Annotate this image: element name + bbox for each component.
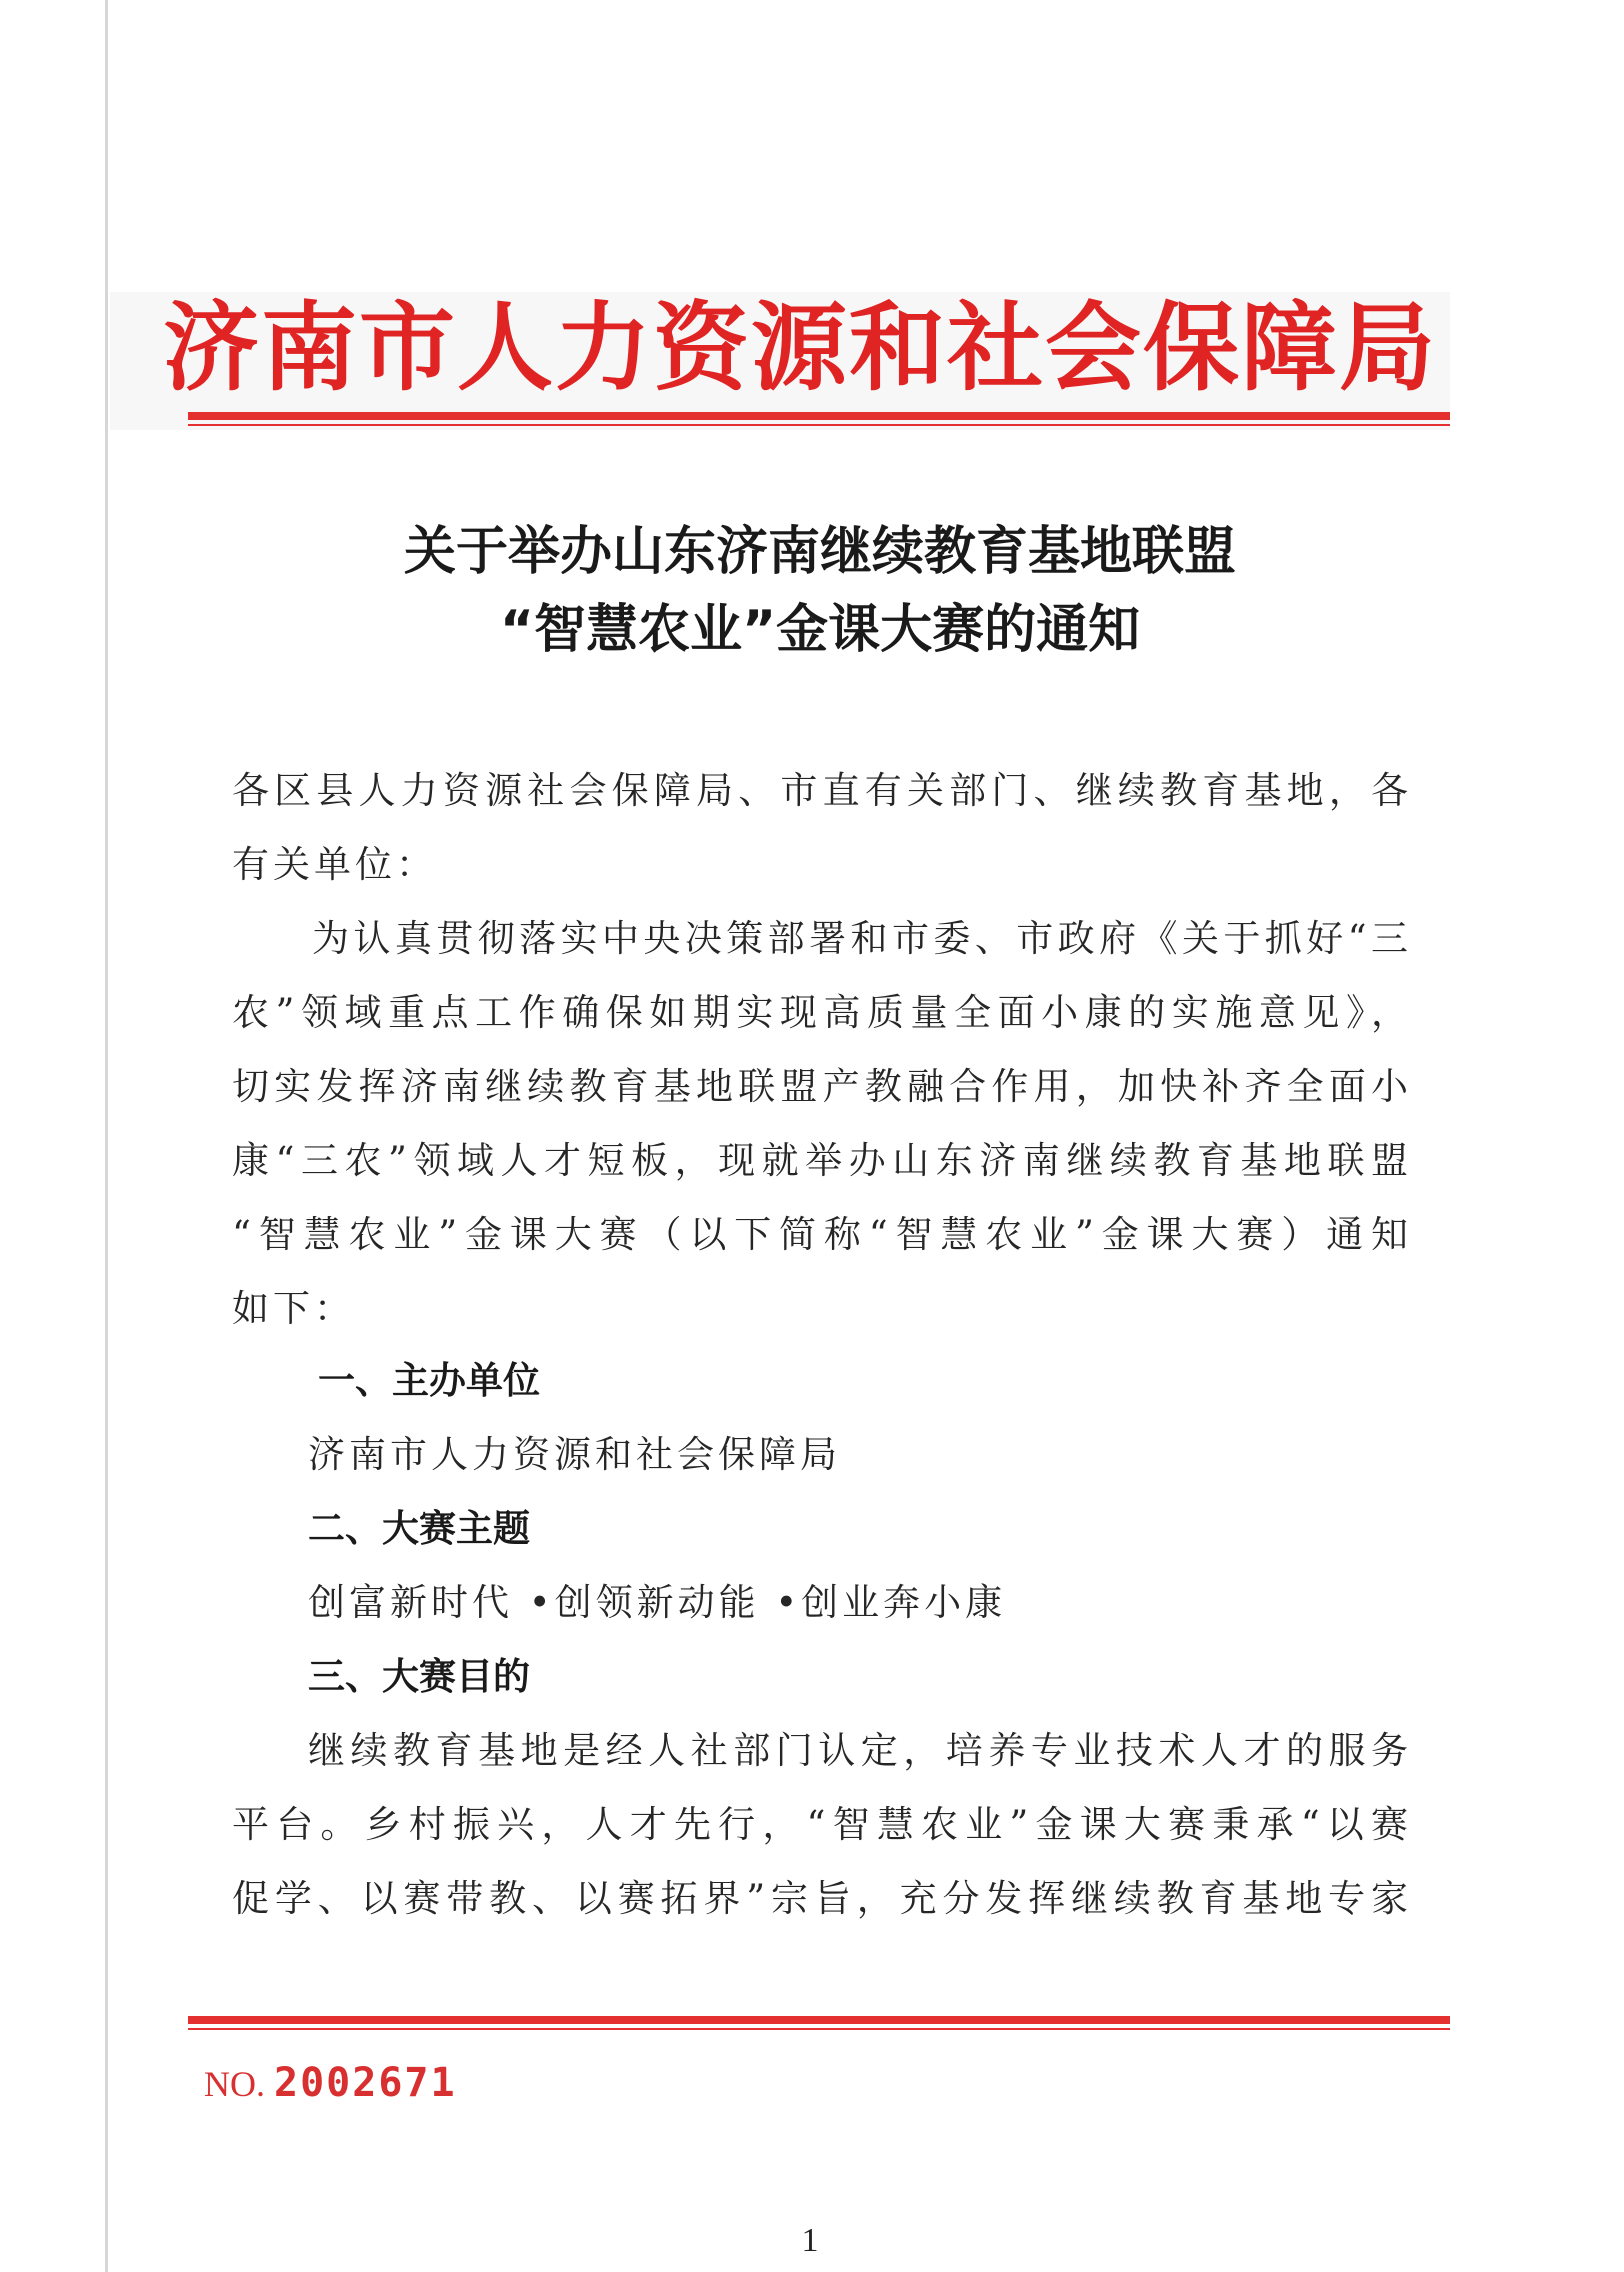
- section-3-heading: 三、大赛目的: [308, 1655, 530, 1698]
- intro-line: 为认真贯彻落实中央决策部署和市委、市政府《关于抓好“三: [312, 917, 1408, 960]
- intro-line: 切实发挥济南继续教育基地联盟产教融合作用，加快补齐全面小: [232, 1065, 1408, 1108]
- page-edge-shadow: [105, 0, 108, 2272]
- addressee-line-2: 有关单位：: [232, 843, 437, 886]
- section-1-heading: 一、主办单位: [318, 1359, 540, 1402]
- document-title-line-1: 关于举办山东济南继续教育基地联盟: [403, 522, 1236, 582]
- section-3-line: 平台。乡村振兴，人才先行，“智慧农业”金课大赛秉承“以赛: [232, 1803, 1408, 1846]
- agency-letterhead: 济南市人力资源和社会保障局: [163, 291, 1437, 404]
- intro-line: 康“三农”领域人才短板，现就举办山东济南继续教育基地联盟: [232, 1139, 1408, 1182]
- addressee-line-1: 各区县人力资源社会保障局、市直有关部门、继续教育基地，各: [232, 769, 1408, 812]
- footer-divider: [188, 2016, 1450, 2024]
- serial-prefix: NO.: [204, 2064, 265, 2104]
- page-number: 1: [801, 2222, 819, 2259]
- intro-line: 农”领域重点工作确保如期实现高质量全面小康的实施意见》，: [232, 991, 1408, 1034]
- section-3-line: 继续教育基地是经人社部门认定，培养专业技术人才的服务: [308, 1729, 1408, 1772]
- section-2-heading: 二、大赛主题: [308, 1507, 530, 1550]
- intro-line: 如下：: [232, 1287, 355, 1330]
- section-1-text: 济南市人力资源和社会保障局: [308, 1433, 841, 1476]
- footer-divider-thin: [188, 2028, 1450, 2030]
- letterhead-divider: [188, 412, 1450, 420]
- section-2-text: 创富新时代 •创领新动能 •创业奔小康: [308, 1581, 1007, 1624]
- document-title-line-2: “智慧农业”金课大赛的通知: [499, 600, 1141, 660]
- intro-line: “智慧农业”金课大赛（以下简称“智慧农业”金课大赛）通知: [232, 1213, 1408, 1256]
- letterhead-divider-thin: [188, 424, 1450, 426]
- section-3-line: 促学、以赛带教、以赛拓界”宗旨，充分发挥继续教育基地专家: [232, 1877, 1408, 1920]
- serial-digits: 2002671: [274, 2060, 457, 2106]
- serial-number: [204, 2060, 457, 2106]
